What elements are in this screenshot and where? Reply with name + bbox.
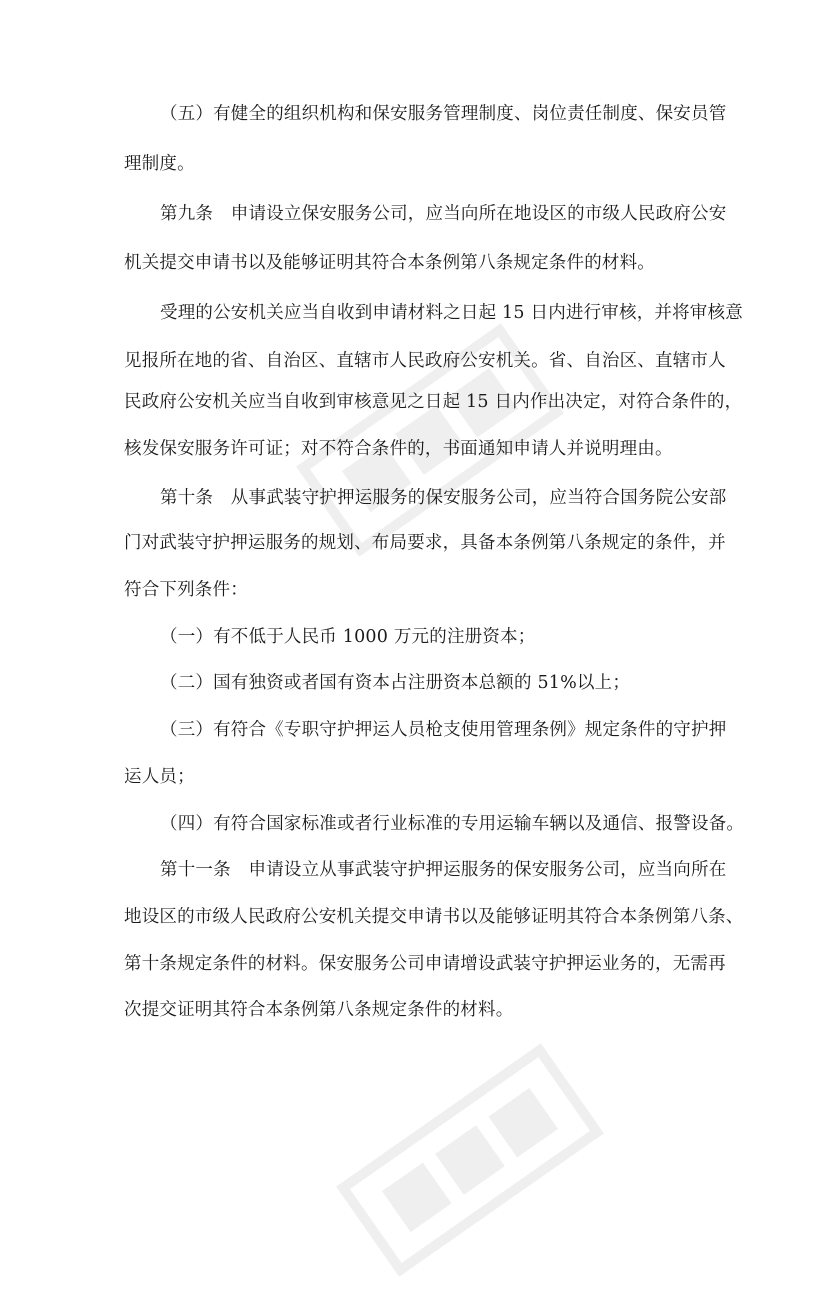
- text-line: 机关提交申请书以及能够证明其符合本条例第八条规定条件的材料。: [124, 253, 655, 273]
- text-line: 理制度。: [124, 154, 195, 174]
- text-line: 第九条 申请设立保安服务公司，应当向所在地设区的市级人民政府公安: [160, 204, 727, 224]
- text-line: 门对武装守护押运服务的规划、布局要求，具备本条例第八条规定的条件，并: [124, 533, 726, 553]
- text-line: （四）有符合国家标准或者行业标准的专用运输车辆以及通信、报警设备。: [160, 814, 745, 834]
- text-line: 次提交证明其符合本条例第八条规定条件的材料。: [124, 1000, 514, 1020]
- text-line: 核发保安服务许可证；对不符合条件的，书面通知申请人并说明理由。: [124, 439, 673, 459]
- text-line: 第十条 从事武装守护押运服务的保安服务公司，应当符合国务院公安部: [160, 488, 727, 508]
- text-line: 第十条规定条件的材料。保安服务公司申请增设武装守护押运业务的，无需再: [124, 954, 726, 974]
- text-line: （二）国有独资或者国有资本占注册资本总额的 51%以上；: [160, 673, 631, 693]
- text-line: 第十一条 申请设立从事武装守护押运服务的保安服务公司，应当向所在: [160, 860, 727, 880]
- text-line: 受理的公安机关应当自收到申请材料之日起 15 日内进行审核，并将审核意: [160, 303, 743, 323]
- text-line: 地设区的市级人民政府公安机关提交申请书以及能够证明其符合本条例第八条、: [124, 907, 744, 927]
- text-line: 符合下列条件：: [124, 580, 248, 600]
- text-line: （五）有健全的组织机构和保安服务管理制度、岗位责任制度、保安员管: [160, 104, 727, 124]
- text-line: 运人员；: [124, 767, 195, 787]
- text-line: （一）有不低于人民币 1000 万元的注册资本；: [160, 627, 536, 647]
- text-line: （三）有符合《专职守护押运人员枪支使用管理条例》规定条件的守护押: [160, 720, 727, 740]
- text-line: 民政府公安机关应当自收到审核意见之日起 15 日内作出决定，对符合条件的，: [124, 392, 743, 412]
- watermark-stamp-icon: [318, 1020, 623, 1300]
- watermark-bottom: [318, 1020, 623, 1300]
- text-line: 见报所在地的省、自治区、直辖市人民政府公安机关。省、自治区、直辖市人: [124, 351, 726, 371]
